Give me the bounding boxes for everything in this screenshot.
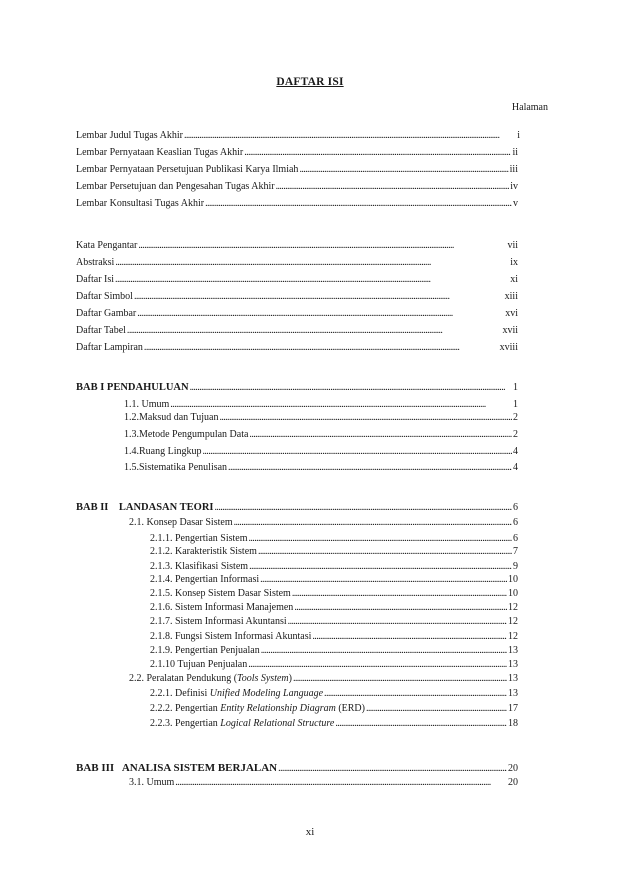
toc-section-2-2: 2.2. Peralatan Pendukung (Tools System) . . . 13: [129, 673, 518, 685]
toc-entry-2-1-2: 2.1.2. Karakteristik Sistem . . . 7: [150, 546, 518, 558]
toc-entry-2-1-4: 2.1.4. Pengertian Informasi . . . 10: [150, 574, 518, 586]
toc-entry-abstraksi: Abstraksi . . . ix: [76, 257, 518, 269]
toc-entry-2-2-3: 2.2.3. Pengertian Logical Relational Structure . . . 18: [150, 718, 518, 730]
toc-entry-2-1-1: 2.1.1. Pengertian Sistem . . . 6: [150, 533, 518, 545]
toc-entry-1-1: 1.1. Umum . . . 1: [124, 399, 518, 411]
toc-entry-front-3: Lembar Pernyataan Persetujuan Publikasi Karya Ilmiah . . . iii: [76, 164, 518, 176]
toc-entry-1-3: 1.3.Metode Pengumpulan Data . . . 2: [124, 429, 518, 441]
toc-entry-2-1-3: 2.1.3. Klasifikasi Sistem . . . 9: [150, 561, 518, 573]
toc-entry-daftar-simbol: Daftar Simbol . . . xiii: [76, 291, 518, 303]
toc-entry-2-2-1: 2.2.1. Definisi Unified Modeling Language . . . 13: [150, 688, 518, 700]
page-number: xi: [305, 826, 315, 838]
toc-chapter-bab-3: BAB III ANALISA SISTEM BERJALAN . . . 20: [76, 762, 518, 774]
toc-entry-daftar-tabel: Daftar Tabel . . . xvii: [76, 325, 518, 337]
toc-entry-front-5: Lembar Konsultasi Tugas Akhir . . . v: [76, 198, 518, 210]
toc-entry-2-1-6: 2.1.6. Sistem Informasi Manajemen . . . 12: [150, 602, 518, 614]
toc-entry-front-4: Lembar Persetujuan dan Pengesahan Tugas Akhir . . . iv: [76, 181, 518, 193]
toc-entry-kata-pengantar: Kata Pengantar . . . vii: [76, 240, 518, 252]
page-title: DAFTAR ISI: [276, 76, 344, 88]
toc-entry-2-1-5: 2.1.5. Konsep Sistem Dasar Sistem . . . 10: [150, 588, 518, 600]
toc-entry-3-1: 3.1. Umum . . . 20: [129, 777, 518, 789]
toc-entry-1-5: 1.5.Sistematika Penulisan . . . 4: [124, 462, 518, 474]
toc-chapter-bab-2: BAB II LANDASAN TEORI . . . 6: [76, 502, 518, 514]
halaman-label: Halaman: [511, 102, 548, 113]
toc-entry-2-1-9: 2.1.9. Pengertian Penjualan . . . 13: [150, 645, 518, 657]
toc-entry-1-4: 1.4.Ruang Lingkup . . . 4: [124, 446, 518, 458]
toc-chapter-bab-1: BAB I PENDAHULUAN . . . 1: [76, 382, 518, 394]
toc-entry-2-1-7: 2.1.7. Sistem Informasi Akuntansi . . . 12: [150, 616, 518, 628]
toc-entry-daftar-isi: Daftar Isi . . . xi: [76, 274, 518, 286]
toc-section-2-1: 2.1. Konsep Dasar Sistem . . . 6: [129, 517, 518, 529]
toc-entry-2-1-8: 2.1.8. Fungsi Sistem Informasi Akuntasi . . . 12: [150, 631, 518, 643]
toc-entry-front-2: Lembar Pernyataan Keaslian Tugas Akhir . . . ii: [76, 147, 518, 159]
toc-entry-daftar-gambar: Daftar Gambar . . . xvi: [76, 308, 518, 320]
toc-entry-front-1: Lembar Judul Tugas Akhir . . . i: [76, 130, 520, 142]
toc-entry-daftar-lampiran: Daftar Lampiran . . . xviii: [76, 342, 518, 354]
toc-entry-1-2: 1.2.Maksud dan Tujuan . . . 2: [124, 412, 518, 424]
toc-entry-2-1-10: 2.1.10 Tujuan Penjualan . . . 13: [150, 659, 518, 671]
toc-entry-2-2-2: 2.2.2. Pengertian Entity Relationship Diagram (ERD) . . . 17: [150, 703, 518, 715]
